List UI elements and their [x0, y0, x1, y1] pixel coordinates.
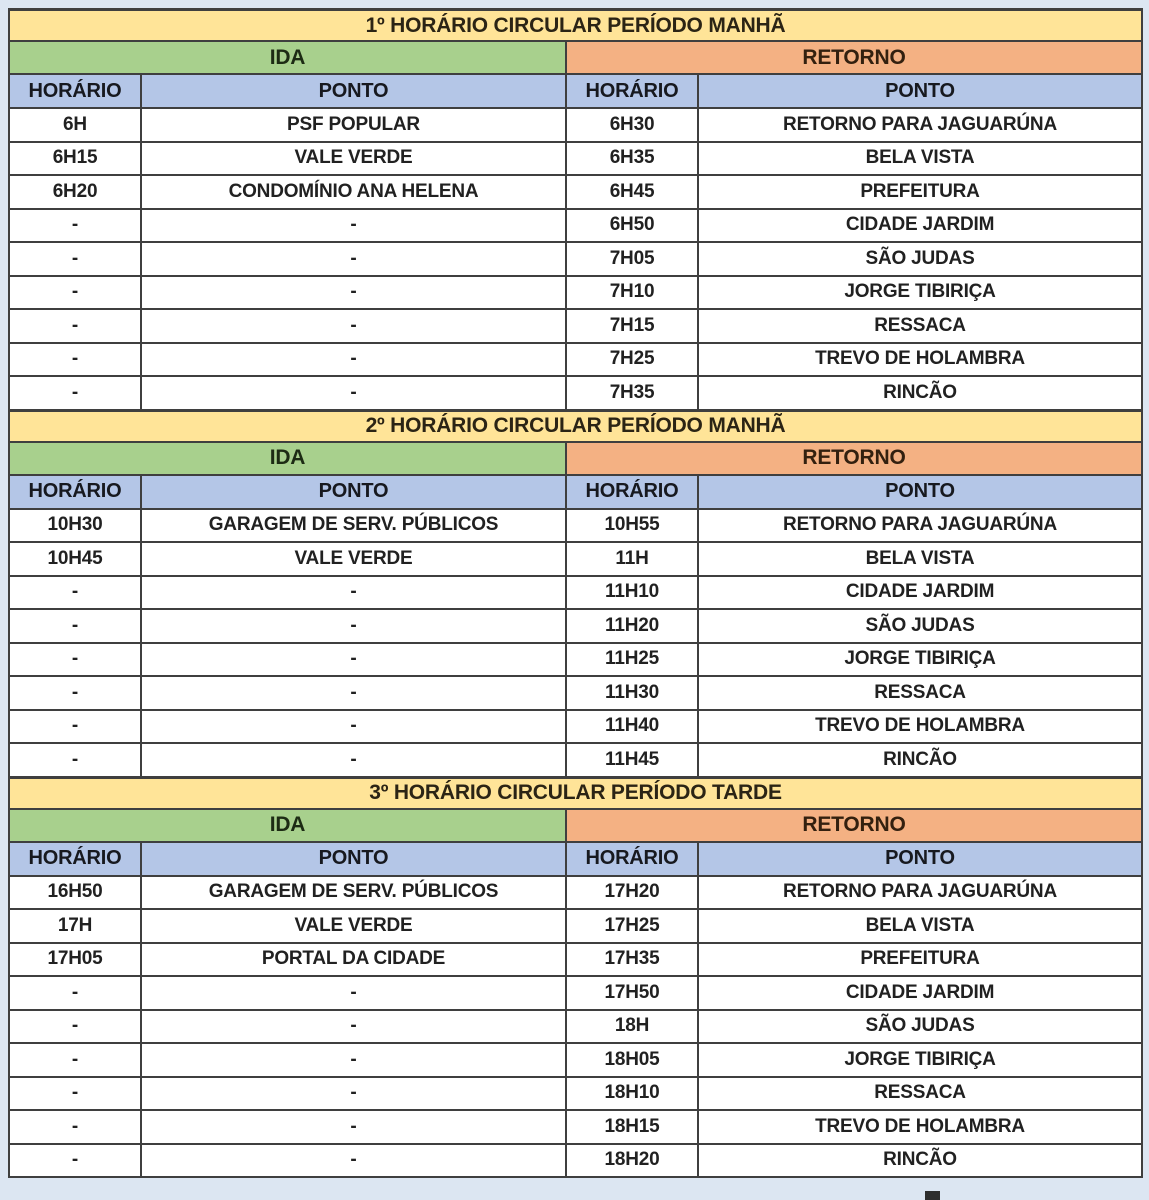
- schedule-row: [9, 108, 1142, 142]
- ida-time-header: HORÁRIO: [9, 74, 141, 108]
- schedule-row: [9, 343, 1142, 377]
- retorno-time-header: HORÁRIO: [566, 475, 698, 509]
- retorno-stop-cell: RESSACA: [698, 676, 1142, 710]
- ida-time-cell: 6H20: [9, 175, 141, 209]
- ida-time-cell: 17H: [9, 909, 141, 943]
- retorno-time-cell: 18H20: [566, 1144, 698, 1178]
- ida-stop-cell: -: [141, 1110, 566, 1144]
- retorno-stop-cell: CIDADE JARDIM: [698, 209, 1142, 243]
- ida-header: IDA: [9, 442, 566, 475]
- section-title-row: [9, 777, 1142, 809]
- retorno-time-cell: 11H20: [566, 609, 698, 643]
- ida-header: IDA: [9, 41, 566, 74]
- section-title-row: [9, 410, 1142, 442]
- ida-time-cell: -: [9, 309, 141, 343]
- direction-header-row: [9, 809, 1142, 842]
- retorno-stop-cell: RETORNO PARA JAGUARÚNA: [698, 108, 1142, 142]
- retorno-time-header: HORÁRIO: [566, 74, 698, 108]
- schedule-row: [9, 242, 1142, 276]
- retorno-stop-cell: CIDADE JARDIM: [698, 576, 1142, 610]
- retorno-stop-cell: SÃO JUDAS: [698, 242, 1142, 276]
- ida-time-header: HORÁRIO: [9, 475, 141, 509]
- retorno-time-cell: 6H50: [566, 209, 698, 243]
- schedule-row: [9, 876, 1142, 910]
- ida-time-cell: -: [9, 376, 141, 410]
- ida-stop-cell: -: [141, 209, 566, 243]
- column-header-row: [9, 475, 1142, 509]
- retorno-time-cell: 6H30: [566, 108, 698, 142]
- retorno-stop-cell: RESSACA: [698, 1077, 1142, 1111]
- retorno-stop-header: PONTO: [698, 74, 1142, 108]
- schedule-row: [9, 976, 1142, 1010]
- ida-stop-cell: -: [141, 276, 566, 310]
- schedule-row: [9, 909, 1142, 943]
- retorno-stop-cell: RINCÃO: [698, 743, 1142, 777]
- retorno-stop-cell: JORGE TIBIRIÇA: [698, 276, 1142, 310]
- retorno-time-cell: 7H35: [566, 376, 698, 410]
- retorno-time-cell: 7H25: [566, 343, 698, 377]
- ida-stop-cell: PORTAL DA CIDADE: [141, 943, 566, 977]
- ida-stop-cell: GARAGEM DE SERV. PÚBLICOS: [141, 509, 566, 543]
- schedule-row: [9, 643, 1142, 677]
- retorno-stop-cell: RESSACA: [698, 309, 1142, 343]
- cropped-artifact: [925, 1191, 940, 1200]
- schedule-row: [9, 1043, 1142, 1077]
- ida-time-cell: -: [9, 710, 141, 744]
- retorno-time-cell: 17H25: [566, 909, 698, 943]
- ida-stop-cell: -: [141, 1077, 566, 1111]
- schedule-row: [9, 676, 1142, 710]
- schedule-table-body: [9, 10, 1142, 1178]
- ida-stop-cell: CONDOMÍNIO ANA HELENA: [141, 175, 566, 209]
- ida-stop-cell: -: [141, 1144, 566, 1178]
- retorno-time-cell: 17H20: [566, 876, 698, 910]
- ida-time-header: HORÁRIO: [9, 842, 141, 876]
- retorno-stop-cell: SÃO JUDAS: [698, 1010, 1142, 1044]
- retorno-time-cell: 11H45: [566, 743, 698, 777]
- retorno-time-cell: 18H10: [566, 1077, 698, 1111]
- ida-stop-cell: VALE VERDE: [141, 909, 566, 943]
- direction-header-row: [9, 41, 1142, 74]
- retorno-time-cell: 11H25: [566, 643, 698, 677]
- retorno-time-cell: 10H55: [566, 509, 698, 543]
- ida-stop-cell: -: [141, 676, 566, 710]
- ida-time-cell: 6H: [9, 108, 141, 142]
- retorno-time-cell: 18H15: [566, 1110, 698, 1144]
- schedule-row: [9, 710, 1142, 744]
- retorno-stop-header: PONTO: [698, 842, 1142, 876]
- ida-stop-cell: PSF POPULAR: [141, 108, 566, 142]
- schedule-row: [9, 309, 1142, 343]
- section-title-row: [9, 10, 1142, 42]
- retorno-time-cell: 18H05: [566, 1043, 698, 1077]
- retorno-stop-cell: TREVO DE HOLAMBRA: [698, 1110, 1142, 1144]
- ida-time-cell: 17H05: [9, 943, 141, 977]
- retorno-time-cell: 11H30: [566, 676, 698, 710]
- ida-stop-cell: -: [141, 1043, 566, 1077]
- schedule-row: [9, 509, 1142, 543]
- schedule-row: [9, 1010, 1142, 1044]
- ida-stop-cell: -: [141, 1010, 566, 1044]
- ida-stop-cell: VALE VERDE: [141, 142, 566, 176]
- schedule-row: [9, 142, 1142, 176]
- retorno-time-cell: 7H10: [566, 276, 698, 310]
- retorno-stop-cell: PREFEITURA: [698, 175, 1142, 209]
- ida-time-cell: -: [9, 1077, 141, 1111]
- retorno-stop-cell: BELA VISTA: [698, 909, 1142, 943]
- retorno-time-cell: 17H35: [566, 943, 698, 977]
- schedule-row: [9, 1110, 1142, 1144]
- retorno-stop-cell: CIDADE JARDIM: [698, 976, 1142, 1010]
- retorno-stop-cell: PREFEITURA: [698, 943, 1142, 977]
- schedule-row: [9, 576, 1142, 610]
- retorno-time-cell: 6H45: [566, 175, 698, 209]
- ida-stop-cell: -: [141, 343, 566, 377]
- column-header-row: [9, 842, 1142, 876]
- section-title: 2º HORÁRIO CIRCULAR PERÍODO MANHÃ: [9, 410, 1142, 442]
- ida-time-cell: -: [9, 276, 141, 310]
- schedule-row: [9, 542, 1142, 576]
- retorno-stop-cell: TREVO DE HOLAMBRA: [698, 710, 1142, 744]
- section-title: 1º HORÁRIO CIRCULAR PERÍODO MANHÃ: [9, 10, 1142, 42]
- ida-stop-cell: GARAGEM DE SERV. PÚBLICOS: [141, 876, 566, 910]
- ida-stop-header: PONTO: [141, 74, 566, 108]
- section-title: 3º HORÁRIO CIRCULAR PERÍODO TARDE: [9, 777, 1142, 809]
- retorno-time-cell: 6H35: [566, 142, 698, 176]
- ida-stop-cell: -: [141, 242, 566, 276]
- retorno-header: RETORNO: [566, 442, 1142, 475]
- column-header-row: [9, 74, 1142, 108]
- schedule-row: [9, 1077, 1142, 1111]
- ida-time-cell: -: [9, 643, 141, 677]
- bus-schedule: [8, 8, 1143, 1178]
- retorno-stop-cell: RETORNO PARA JAGUARÚNA: [698, 876, 1142, 910]
- ida-header: IDA: [9, 809, 566, 842]
- ida-time-cell: 6H15: [9, 142, 141, 176]
- retorno-time-cell: 11H10: [566, 576, 698, 610]
- retorno-header: RETORNO: [566, 41, 1142, 74]
- ida-time-cell: -: [9, 743, 141, 777]
- ida-time-cell: -: [9, 343, 141, 377]
- ida-stop-cell: -: [141, 309, 566, 343]
- retorno-time-cell: 7H05: [566, 242, 698, 276]
- ida-time-cell: -: [9, 1144, 141, 1178]
- ida-stop-cell: -: [141, 576, 566, 610]
- schedule-row: [9, 175, 1142, 209]
- ida-time-cell: -: [9, 576, 141, 610]
- ida-time-cell: -: [9, 609, 141, 643]
- ida-time-cell: -: [9, 209, 141, 243]
- ida-time-cell: -: [9, 676, 141, 710]
- retorno-stop-cell: JORGE TIBIRIÇA: [698, 1043, 1142, 1077]
- schedule-row: [9, 943, 1142, 977]
- retorno-time-cell: 18H: [566, 1010, 698, 1044]
- retorno-stop-cell: SÃO JUDAS: [698, 609, 1142, 643]
- retorno-stop-cell: TREVO DE HOLAMBRA: [698, 343, 1142, 377]
- retorno-time-cell: 7H15: [566, 309, 698, 343]
- ida-time-cell: -: [9, 1043, 141, 1077]
- retorno-time-cell: 17H50: [566, 976, 698, 1010]
- ida-stop-cell: -: [141, 743, 566, 777]
- retorno-header: RETORNO: [566, 809, 1142, 842]
- ida-time-cell: 10H45: [9, 542, 141, 576]
- schedule-table: [8, 8, 1143, 1178]
- schedule-row: [9, 376, 1142, 410]
- ida-time-cell: 16H50: [9, 876, 141, 910]
- retorno-stop-cell: BELA VISTA: [698, 142, 1142, 176]
- schedule-row: [9, 743, 1142, 777]
- retorno-time-cell: 11H: [566, 542, 698, 576]
- schedule-row: [9, 1144, 1142, 1178]
- schedule-row: [9, 209, 1142, 243]
- ida-time-cell: -: [9, 242, 141, 276]
- retorno-stop-header: PONTO: [698, 475, 1142, 509]
- retorno-time-header: HORÁRIO: [566, 842, 698, 876]
- retorno-time-cell: 11H40: [566, 710, 698, 744]
- schedule-row: [9, 609, 1142, 643]
- ida-stop-header: PONTO: [141, 475, 566, 509]
- ida-stop-cell: -: [141, 710, 566, 744]
- ida-stop-header: PONTO: [141, 842, 566, 876]
- ida-time-cell: 10H30: [9, 509, 141, 543]
- retorno-stop-cell: RINCÃO: [698, 1144, 1142, 1178]
- retorno-stop-cell: RINCÃO: [698, 376, 1142, 410]
- ida-time-cell: -: [9, 976, 141, 1010]
- retorno-stop-cell: RETORNO PARA JAGUARÚNA: [698, 509, 1142, 543]
- ida-stop-cell: VALE VERDE: [141, 542, 566, 576]
- retorno-stop-cell: JORGE TIBIRIÇA: [698, 643, 1142, 677]
- ida-time-cell: -: [9, 1110, 141, 1144]
- ida-stop-cell: -: [141, 376, 566, 410]
- schedule-row: [9, 276, 1142, 310]
- direction-header-row: [9, 442, 1142, 475]
- ida-stop-cell: -: [141, 609, 566, 643]
- ida-stop-cell: -: [141, 976, 566, 1010]
- retorno-stop-cell: BELA VISTA: [698, 542, 1142, 576]
- ida-stop-cell: -: [141, 643, 566, 677]
- ida-time-cell: -: [9, 1010, 141, 1044]
